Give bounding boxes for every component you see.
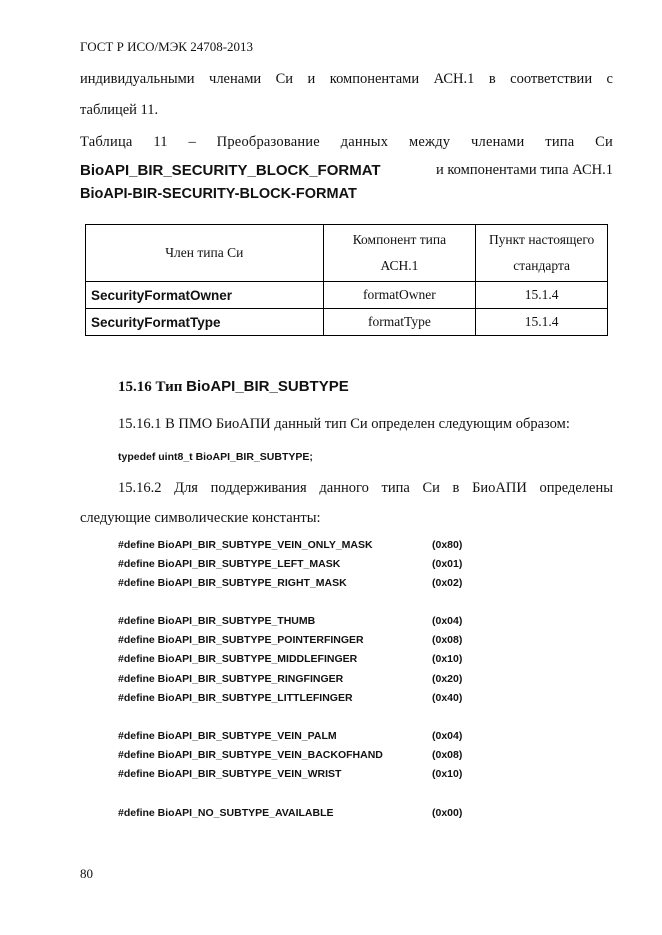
define-value: (0x10) [432, 653, 463, 665]
cell-member: SecurityFormatOwner [86, 282, 324, 309]
clause-15-16-2-line-2: следующие символические константы: [80, 510, 321, 526]
header-clause: Пункт настоящего стандарта [476, 225, 608, 282]
caption-suffix: и компонентами типа АСН.1 [435, 162, 613, 178]
header-component: Компонент типа АСН.1 [323, 225, 476, 282]
define-value: (0x00) [432, 807, 463, 819]
define-value: (0x10) [432, 768, 463, 780]
cell-component: formatOwner [323, 282, 476, 309]
define-name: #define BioAPI_NO_SUBTYPE_AVAILABLE [118, 807, 334, 819]
define-value: (0x04) [432, 730, 463, 742]
define-value: (0x02) [432, 577, 463, 589]
define-name: #define BioAPI_BIR_SUBTYPE_MIDDLEFINGER [118, 653, 358, 665]
define-value: (0x08) [432, 749, 463, 761]
intro-line-1: индивидуальными членами Си и компонентами АСН.1 в соответствии с [80, 71, 613, 87]
table-caption-line-1: Таблица 11 – Преобразование данных между членами типа Си [80, 134, 613, 150]
table-header-row [86, 225, 608, 282]
table-row [86, 282, 608, 309]
clause-15-16-1: 15.16.1 В ПМО БиоАПИ данный тип Си определен следующим образом: [118, 416, 570, 432]
define-name: #define BioAPI_BIR_SUBTYPE_VEIN_WRIST [118, 768, 342, 780]
define-value: (0x40) [432, 692, 463, 704]
cell-clause: 15.1.4 [476, 309, 608, 336]
section-number: 15.16 Тип [118, 379, 183, 395]
define-name: #define BioAPI_BIR_SUBTYPE_POINTERFINGER [118, 634, 364, 646]
define-name: #define BioAPI_BIR_SUBTYPE_RIGHT_MASK [118, 577, 347, 589]
define-value: (0x01) [432, 558, 463, 570]
document-header: ГОСТ Р ИСО/МЭК 24708-2013 [80, 39, 254, 54]
section-type-name: BioAPI_BIR_SUBTYPE [186, 378, 349, 395]
header-member: Член типа Си [86, 225, 324, 282]
caption-struct-name: BioAPI_BIR_SECURITY_BLOCK_FORMAT [80, 162, 381, 179]
define-value: (0x08) [432, 634, 463, 646]
intro-line-2: таблицей 11. [80, 102, 159, 118]
define-name: #define BioAPI_BIR_SUBTYPE_VEIN_BACKOFHAND [118, 749, 383, 761]
define-name: #define BioAPI_BIR_SUBTYPE_VEIN_PALM [118, 730, 337, 742]
typedef-line: typedef uint8_t BioAPI_BIR_SUBTYPE; [118, 451, 313, 463]
caption-asn-name: BioAPI-BIR-SECURITY-BLOCK-FORMAT [80, 186, 357, 202]
table-caption-line-2 [80, 155, 613, 186]
section-heading [118, 378, 349, 396]
clause-15-16-2-line-1: 15.16.2 Для поддерживания данного типа Си в БиоАПИ определены [118, 480, 613, 496]
cell-clause: 15.1.4 [476, 282, 608, 309]
define-name: #define BioAPI_BIR_SUBTYPE_VEIN_ONLY_MASK [118, 539, 373, 551]
page-number: 80 [80, 866, 93, 881]
define-name: #define BioAPI_BIR_SUBTYPE_LEFT_MASK [118, 558, 341, 570]
cell-member: SecurityFormatType [86, 309, 324, 336]
mapping-table [85, 224, 608, 336]
define-value: (0x20) [432, 673, 463, 685]
cell-component: formatType [323, 309, 476, 336]
define-name: #define BioAPI_BIR_SUBTYPE_LITTLEFINGER [118, 692, 353, 704]
define-value: (0x80) [432, 539, 463, 551]
table-row [86, 309, 608, 336]
define-name: #define BioAPI_BIR_SUBTYPE_RINGFINGER [118, 673, 344, 685]
define-name: #define BioAPI_BIR_SUBTYPE_THUMB [118, 615, 316, 627]
define-value: (0x04) [432, 615, 463, 627]
